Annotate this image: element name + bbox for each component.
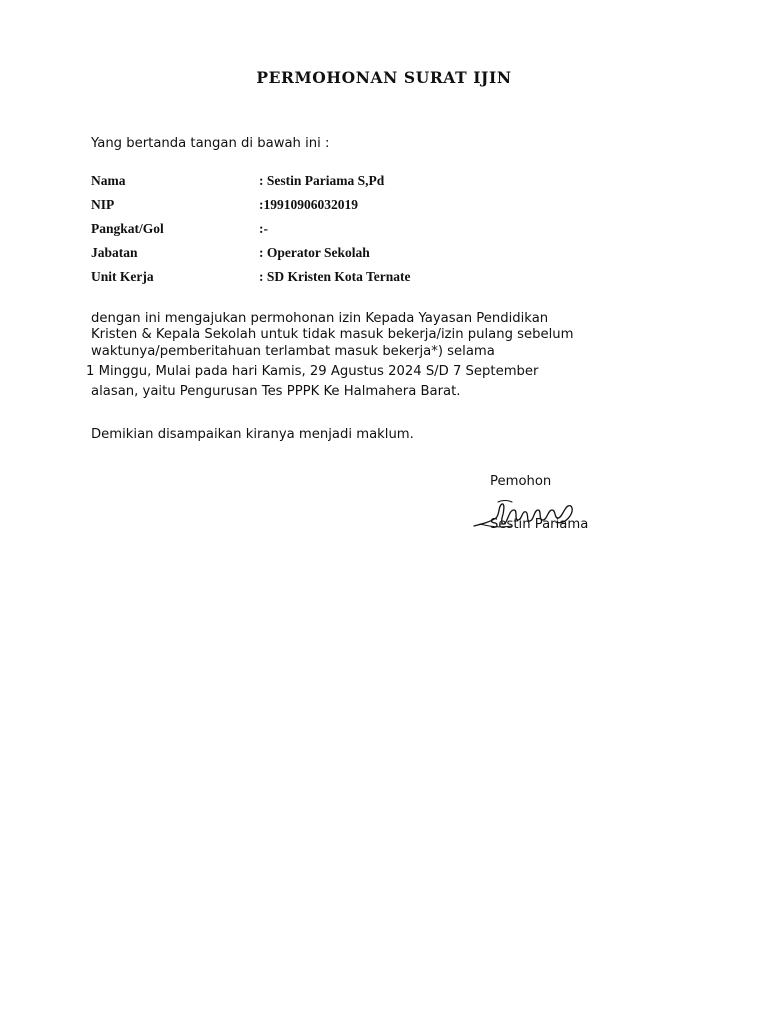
- field-value-pangkat: :-: [259, 221, 268, 236]
- field-label-pangkat: Pangkat/Gol: [91, 221, 164, 236]
- field-value-nip: :19910906032019: [259, 197, 358, 212]
- document-title: PERMOHONAN SURAT IJIN: [256, 68, 512, 87]
- body-line: Kristen & Kepala Sekolah untuk tidak masuk bekerja/izin pulang sebelum: [91, 327, 574, 342]
- field-label-unit-kerja: Unit Kerja: [91, 269, 154, 284]
- field-label-jabatan: Jabatan: [91, 245, 138, 260]
- field-label-nama: Nama: [91, 173, 126, 188]
- field-value-jabatan: : Operator Sekolah: [259, 245, 370, 260]
- signature-role: Pemohon: [490, 474, 552, 489]
- body-line: dengan ini mengajukan permohonan izin Kepada Yayasan Pendidikan: [91, 311, 549, 326]
- closing-text: Demikian disampaikan kiranya menjadi maklum.: [91, 427, 414, 442]
- field-value-unit-kerja: : SD Kristen Kota Ternate: [259, 269, 411, 284]
- field-label-nip: NIP: [91, 197, 115, 212]
- signature-name: Sestin Pariama: [490, 517, 589, 532]
- body-line: 1 Minggu, Mulai pada hari Kamis, 29 Agustus 2024 S/D 7 September: [86, 364, 539, 379]
- body-line: waktunya/pemberitahuan terlambat masuk bekerja*) selama: [91, 344, 495, 359]
- intro-text: Yang bertanda tangan di bawah ini :: [91, 136, 330, 151]
- field-value-nama: : Sestin Pariama S,Pd: [259, 173, 385, 188]
- body-line: alasan, yaitu Pengurusan Tes PPPK Ke Halmahera Barat.: [91, 384, 461, 399]
